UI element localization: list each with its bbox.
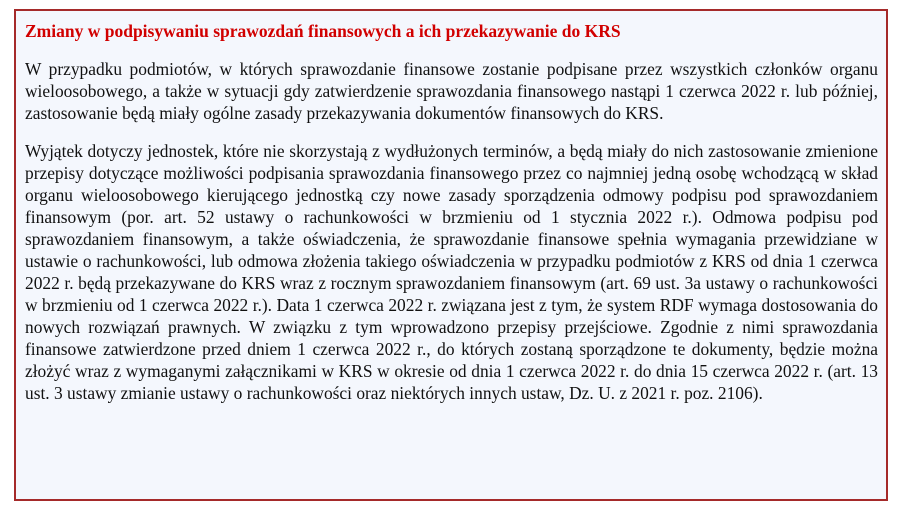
box-title: Zmiany w podpisywaniu sprawozdań finansowych a ich przekazywanie do KRS xyxy=(25,21,621,41)
paragraph-exception: Wyjątek dotyczy jednostek, które nie skorzystają z wydłużonych terminów, a będą miały do nich zastosowanie zmienione przepisy dotyczące możliwości podpisania sprawozdania finansowego przez co najmniej jedną osobę wchodzącą w skład organu wieloosobowego kierującego jednostką czy nowe zasady sporządzenia odmowy podpisu pod sprawozdaniem finansowym (por. art. 52 ustawy o rachunkowości w brzmieniu od 1 stycznia 2022 r.). Odmowa podpisu pod sprawozdaniem finansowym, a także oświadczenia, że sprawozdanie finansowe spełnia wymagania przewidziane w ustawie o rachunkowości, lub odmowa złożenia takiego oświadczenia w przypadku podmiotów z KRS od dnia 1 czerwca 2022 r. będą przekazywane do KRS wraz z rocznym sprawozdaniem finansowym (art. 69 ust. 3a ustawy o rachunkowości w brzmieniu od 1 czerwca 2022 r.). Data 1 czerwca 2022 r. związana jest z tym, że system RDF wymaga dostosowania do nowych rozwiązań prawnych. W związku z tym wprowadzono przepisy przejściowe. Zgodnie z nimi sprawozdania finansowe zatwierdzone przed dniem 1 czerwca 2022 r., do których zostaną sporządzone te dokumenty, będzie można złożyć wraz z wymaganymi załącznikami w KRS w okresie od dnia 1 czerwca 2022 r. do dnia 15 czerwca 2022 r. (art. 13 ust. 3 ustawy zmianie ustawy o rachunkowości oraz niektórych innych ustaw, Dz. U. z 2021 r. poz. 2106). xyxy=(25,141,878,403)
paragraph-general-rules: W przypadku podmiotów, w których sprawozdanie finansowe zostanie podpisane przez wszystkich członków organu wieloosobowego, a także w sytuacji gdy zatwierdzenie sprawozdania finansowego nastąpi 1 czerwca 2022 r. lub później, zastosowanie będą miały ogólne zasady przekazywania dokumentów finansowych do KRS. xyxy=(25,59,878,123)
info-box xyxy=(14,9,888,501)
